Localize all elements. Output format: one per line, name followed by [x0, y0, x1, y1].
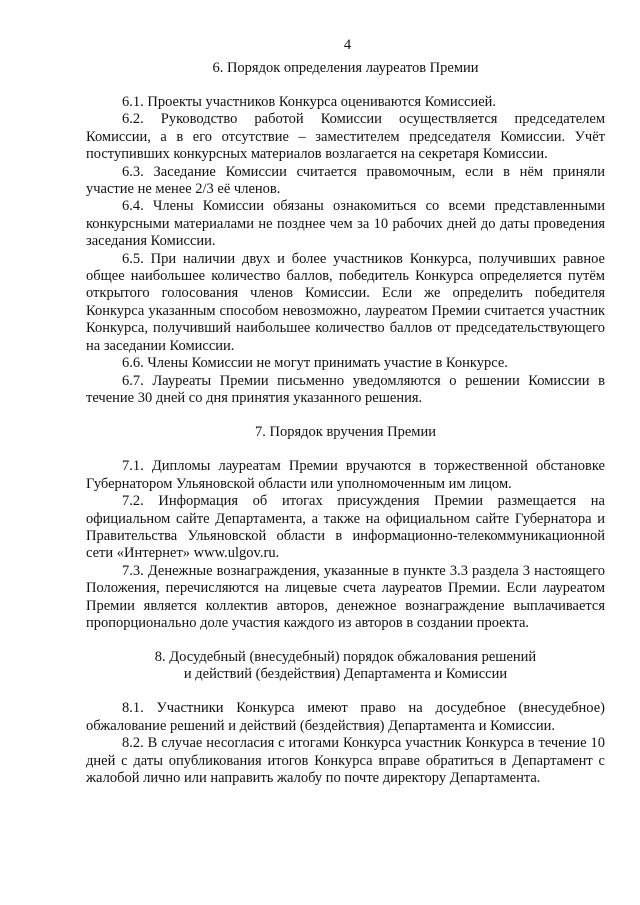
section-8-title-line-2: и действий (бездействия) Департамента и Комиссии: [183, 666, 508, 683]
paragraph-6-3: 6.3. Заседание Комиссии считается правомочным, если в нём приняли участие не менее 2/3 её членов.: [86, 163, 605, 198]
section-6-title: 6. Порядок определения лауреатов Премии: [212, 60, 479, 76]
section-8-title-line-1: 8. Досудебный (внесудебный) порядок обжалования решений: [154, 649, 537, 666]
paragraph-6-7: 6.7. Лауреаты Премии письменно уведомляются о решении Комиссии в течение 30 дней со дня принятия указанного решения.: [86, 372, 605, 406]
paragraph-6-2: 6.2. Руководство работой Комиссии осуществляется председателем Комиссии, а в его отсутствие – заместителем председателя Комиссии. Учёт поступивших конкурсных материалов возлагается на секретаря Комиссии.: [86, 111, 605, 163]
paragraph-6-4: 6.4. Члены Комиссии обязаны ознакомиться со всеми представленными конкурсными материалами не позднее чем за 10 рабочих дней до даты проведения заседания Комиссии.: [86, 198, 605, 250]
section-8-title: [86, 649, 605, 683]
paragraph-7-1: 7.1. Дипломы лауреатам Премии вручаются в торжественной обстановке Губернатором Ульяновской области или уполномоченным им лицом.: [86, 458, 605, 492]
paragraph-6-6: 6.6. Члены Комиссии не могут принимать участие в Конкурсе.: [122, 355, 508, 372]
paragraph-7-2: 7.2. Информация об итогах присуждения Премии размещается на официальном сайте Департамента, а также на официальном сайте Губернатора и Правительства Ульяновской области в информационно-телекоммуникационной сети «Интернет» www.ulgov.ru.: [86, 493, 605, 562]
paragraph-6-5: 6.5. При наличии двух и более участников Конкурса, получивших равное общее наибольшее количество баллов, победитель Конкурса определяется путём открытого голосования членов Комиссии. Если же определить победителя Конкурса указанным способом невозможно, лауреатом Премии считается участник Конкурса, получивший наибольшее количество баллов от председательствующего на заседании Комиссии.: [86, 250, 605, 354]
section-7-title: 7. Порядок вручения Премии: [255, 424, 436, 441]
page-number: 4: [343, 37, 352, 53]
paragraph-8-1: 8.1. Участники Конкурса имеют право на досудебное (внесудебное) обжалование решений и действий (бездействия) Департамента и Комиссии.: [86, 700, 605, 734]
paragraph-6-1: 6.1. Проекты участников Конкурса оцениваются Комиссией.: [122, 94, 497, 110]
paragraph-8-2: 8.2. В случае несогласия с итогами Конкурса участник Конкурса в течение 10 дней с даты опубликования итогов Конкурса вправе обратиться в Департамент с жалобой лично или направить жалобу по почте директору Департамента.: [86, 735, 605, 786]
paragraph-7-3: 7.3. Денежные вознаграждения, указанные в пункте 3.3 раздела 3 настоящего Положения, перечисляются на лицевые счета лауреатов Премии. Если лауреатом Премии является коллектив авторов, денежное вознаграждение выплачивается пропорционально доле участия каждого из авторов в создании проекта.: [86, 562, 605, 631]
